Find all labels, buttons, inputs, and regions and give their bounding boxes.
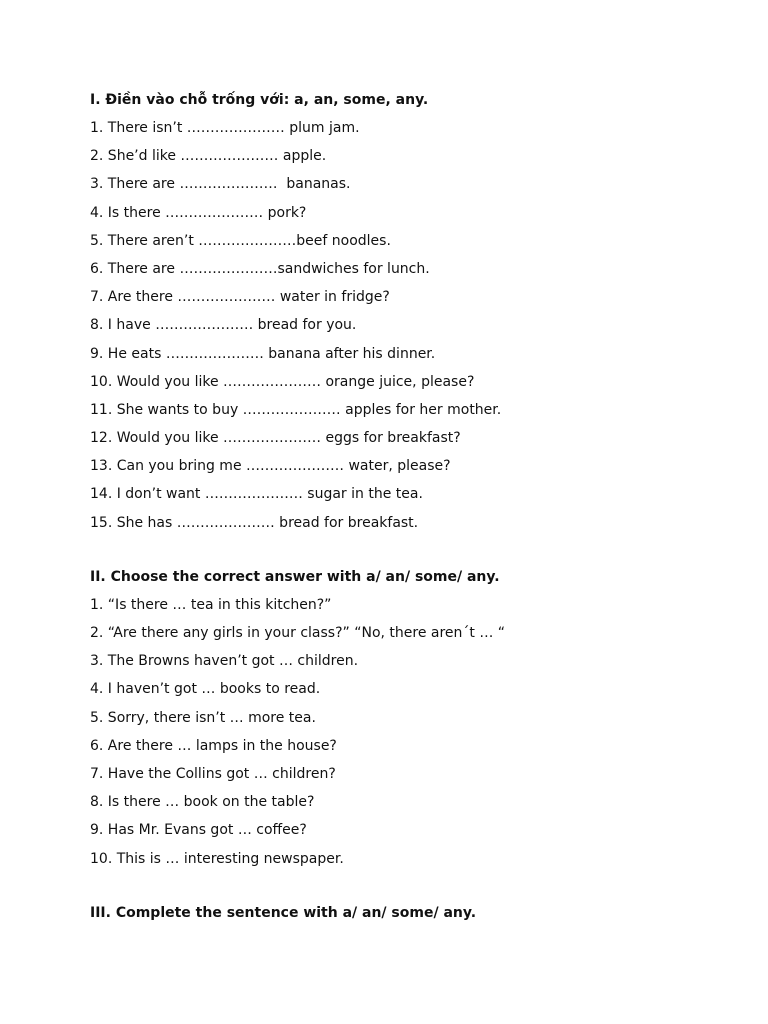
section-2: [90, 567, 730, 873]
exercise-item: 9. Has Mr. Evans got … coffee?: [90, 822, 307, 839]
exercise-item: 2. “Are there any girls in your class?” “No, there aren´t … “: [90, 625, 506, 641]
exercise-item: 11. She wants to buy ………………… apples for her mother.: [90, 401, 502, 418]
exercise-item: 3. The Browns haven’t got … children.: [90, 653, 359, 670]
exercise-item: 10. Would you like ………………… orange juice, please?: [90, 373, 475, 390]
exercise-item: 8. Is there … book on the table?: [90, 794, 315, 811]
exercise-item: 9. He eats ………………… banana after his dinner.: [90, 345, 436, 362]
exercise-item: 12. Would you like ………………… eggs for breakfast?: [90, 430, 461, 447]
exercise-item: 7. Have the Collins got … children?: [90, 765, 336, 782]
exercise-item: 1. There isn’t ………………… plum jam.: [90, 120, 360, 136]
section-spacer: [90, 873, 730, 903]
exercise-item: 10. This is … interesting newspaper.: [90, 850, 344, 867]
section-2-list: [90, 591, 730, 873]
exercise-item: 6. Are there … lamps in the house?: [90, 737, 337, 754]
section-2-title: II. Choose the correct answer with a/ an/ some/ any.: [90, 568, 500, 585]
exercise-item: 5. Sorry, there isn’t … more tea.: [90, 709, 316, 726]
exercise-item: 4. Is there ………………… pork?: [90, 204, 307, 221]
section-3: [90, 903, 730, 923]
exercise-item: 4. I haven’t got … books to read.: [90, 681, 321, 698]
section-3-title: III. Complete the sentence with a/ an/ some/ any.: [90, 904, 477, 921]
exercise-item: 13. Can you bring me ………………… water, please?: [90, 458, 451, 475]
section-1-list: [90, 114, 730, 537]
section-1-title: I. Điền vào chỗ trống với: a, an, some, any.: [90, 92, 429, 108]
exercise-item: 14. I don’t want ………………… sugar in the tea.: [90, 486, 423, 503]
exercise-item: 7. Are there ………………… water in fridge?: [90, 289, 390, 306]
section-1: [90, 90, 730, 537]
exercise-item: 3. There are ………………… bananas.: [90, 176, 351, 193]
exercise-item: 1. “Is there … tea in this kitchen?”: [90, 596, 332, 613]
exercise-item: 6. There are …………………sandwiches for lunch.: [90, 260, 430, 277]
section-spacer: [90, 537, 730, 567]
exercise-item: 2. She’d like ………………… apple.: [90, 148, 327, 165]
exercise-item: 5. There aren’t …………………beef noodles.: [90, 232, 391, 249]
exercise-item: 8. I have ………………… bread for you.: [90, 317, 357, 334]
exercise-item: 15. She has ………………… bread for breakfast.: [90, 514, 419, 531]
worksheet-page: [90, 90, 730, 923]
